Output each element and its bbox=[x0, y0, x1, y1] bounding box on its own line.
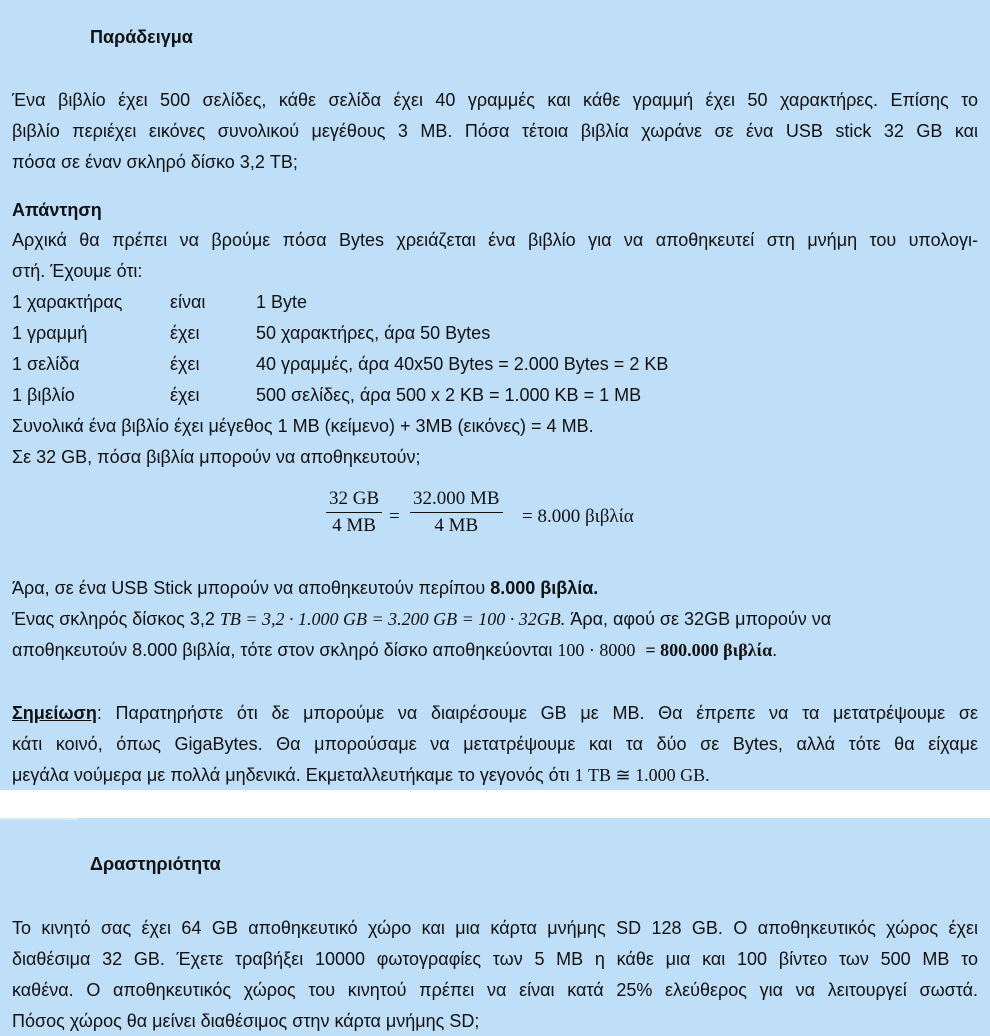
activity-title: Δραστηριότητα bbox=[90, 854, 221, 874]
usb-line-text: Άρα, σε ένα USB Stick μπορούν να αποθηκευτούν περίπου bbox=[12, 578, 491, 598]
table-verb: είναι bbox=[170, 292, 206, 312]
table-item: 1 βιβλίο bbox=[12, 385, 75, 405]
table-item: 1 γραμμή bbox=[12, 323, 88, 343]
disk-line-1-rest: Άρα, αφού σε 32GB μπορούν να bbox=[565, 609, 832, 629]
problem-line-2: βιβλίο περιέχει εικόνες συνολικού μεγέθους 3 MB. Πόσα τέτοια βιβλία χωράνε σε ένα USB stick 32 GB και bbox=[12, 121, 978, 141]
note-label: Σημείωση bbox=[12, 703, 97, 723]
problem-line-3: πόσα σε έναν σκληρό δίσκο 3,2 TB; bbox=[12, 152, 298, 172]
table-value: 50 χαρακτήρες, άρα 50 Bytes bbox=[256, 323, 491, 343]
note-line-3 bbox=[12, 763, 710, 787]
table-item: 1 σελίδα bbox=[12, 354, 80, 374]
note-math: 1 TB ≅ 1.000 GB. bbox=[574, 765, 710, 785]
table-value: 500 σελίδες, άρα 500 x 2 KB = 1.000 KB = 1 MB bbox=[256, 385, 642, 405]
disk-line-2-text: αποθηκευτούν 8.000 βιβλία, τότε στον σκληρό δίσκο αποθηκεύονται bbox=[12, 640, 558, 660]
activity-line-3: καθένα. Ο αποθηκευτικός χώρος του κινητού πρέπει να είναι κατά 25% ελεύθερος για να λειτουργεί σωστά. bbox=[12, 980, 978, 1000]
total-line: Συνολικά ένα βιβλίο έχει μέγεθος 1 MB (κείμενο) + 3MB (εικόνες) = 4 MB. bbox=[12, 416, 594, 436]
activity-line-1: Το κινητό σας έχει 64 GB αποθηκευτικό χώρο και μια κάρτα μνήμης SD 128 GB. Ο αποθηκευτικός χώρος έχει bbox=[12, 918, 978, 938]
disk-line-2 bbox=[12, 638, 777, 662]
usb-line bbox=[12, 576, 598, 600]
table-value: 1 Byte bbox=[256, 292, 308, 312]
disk-line-1 bbox=[12, 607, 831, 631]
question-line: Σε 32 GB, πόσα βιβλία μπορούν να αποθηκευτούν; bbox=[12, 447, 421, 467]
usb-line-bold: 8.000 βιβλία. bbox=[490, 578, 599, 598]
table-verb: έχει bbox=[170, 385, 200, 405]
fraction-2 bbox=[410, 488, 503, 537]
disk-line-2-math: 100 · 8000 bbox=[557, 640, 636, 660]
table-value: 40 γραμμές, άρα 40x50 Bytes = 2.000 Bytes = 2 KB bbox=[256, 354, 669, 374]
disk-line-2-bold: = 800.000 βιβλία bbox=[645, 640, 773, 660]
disk-line-2-end: . bbox=[772, 640, 778, 660]
fraction-2-denominator: 4 MB bbox=[434, 515, 479, 536]
note-text-1: : Παρατηρήστε ότι δε μπορούμε να διαιρέσουμε GB με MB. Θα έπρεπε να τα μετατρέψουμε σε bbox=[96, 703, 978, 723]
table-verb: έχει bbox=[170, 323, 200, 343]
problem-line-1: Ένα βιβλίο έχει 500 σελίδες, κάθε σελίδα έχει 40 γραμμές και κάθε γραμμή έχει 50 χαρακτήρες. Επίσης το bbox=[12, 90, 978, 110]
divider bbox=[0, 818, 78, 820]
activity-box bbox=[0, 818, 990, 1036]
answer-intro-2: στή. Έχουμε ότι: bbox=[12, 261, 143, 281]
note-line-1 bbox=[12, 701, 978, 725]
answer-intro-1: Αρχικά θα πρέπει να βρούμε πόσα Bytes χρειάζεται ένα βιβλίο για να αποθηκευτεί στη μνήμη του υπολογι- bbox=[12, 230, 978, 250]
fraction-2-numerator: 32.000 MB bbox=[410, 488, 503, 513]
note-line-2: κάτι κοινό, όπως GigaBytes. Θα μπορούσαμε να μετατρέψουμε και τα δύο σε Bytes, αλλά τότε θα είχαμε bbox=[12, 734, 978, 754]
answer-title: Απάντηση bbox=[12, 200, 102, 220]
activity-line-4: Πόσος χώρος θα μείνει διαθέσιμος στην κάρτα μνήμης SD; bbox=[12, 1011, 480, 1031]
fraction-1-denominator: 4 MB bbox=[332, 515, 376, 536]
disk-line-1-text: Ένας σκληρός δίσκος 3,2 bbox=[12, 609, 220, 629]
table-verb: έχει bbox=[170, 354, 200, 374]
example-title: Παράδειγμα bbox=[90, 27, 193, 47]
fraction-1-numerator: 32 GB bbox=[326, 488, 382, 513]
equals-sign: = bbox=[389, 506, 400, 527]
disk-line-1-math: TB = 3,2 · 1.000 GB = 3.200 GB = 100 · 32GB. bbox=[219, 609, 566, 629]
formula-result: = 8.000 βιβλία bbox=[522, 506, 634, 527]
fraction-1 bbox=[326, 488, 382, 537]
table-item: 1 χαρακτήρας bbox=[12, 292, 123, 312]
note-text-3: μεγάλα νούμερα με πολλά μηδενικά. Εκμεταλλευτήκαμε το γεγονός ότι bbox=[12, 765, 575, 785]
activity-line-2: διαθέσιμα 32 GB. Έχετε τραβήξει 10000 φωτογραφίες των 5 MB η κάθε μια και 100 βίντεο των 500 MB το bbox=[12, 949, 978, 969]
